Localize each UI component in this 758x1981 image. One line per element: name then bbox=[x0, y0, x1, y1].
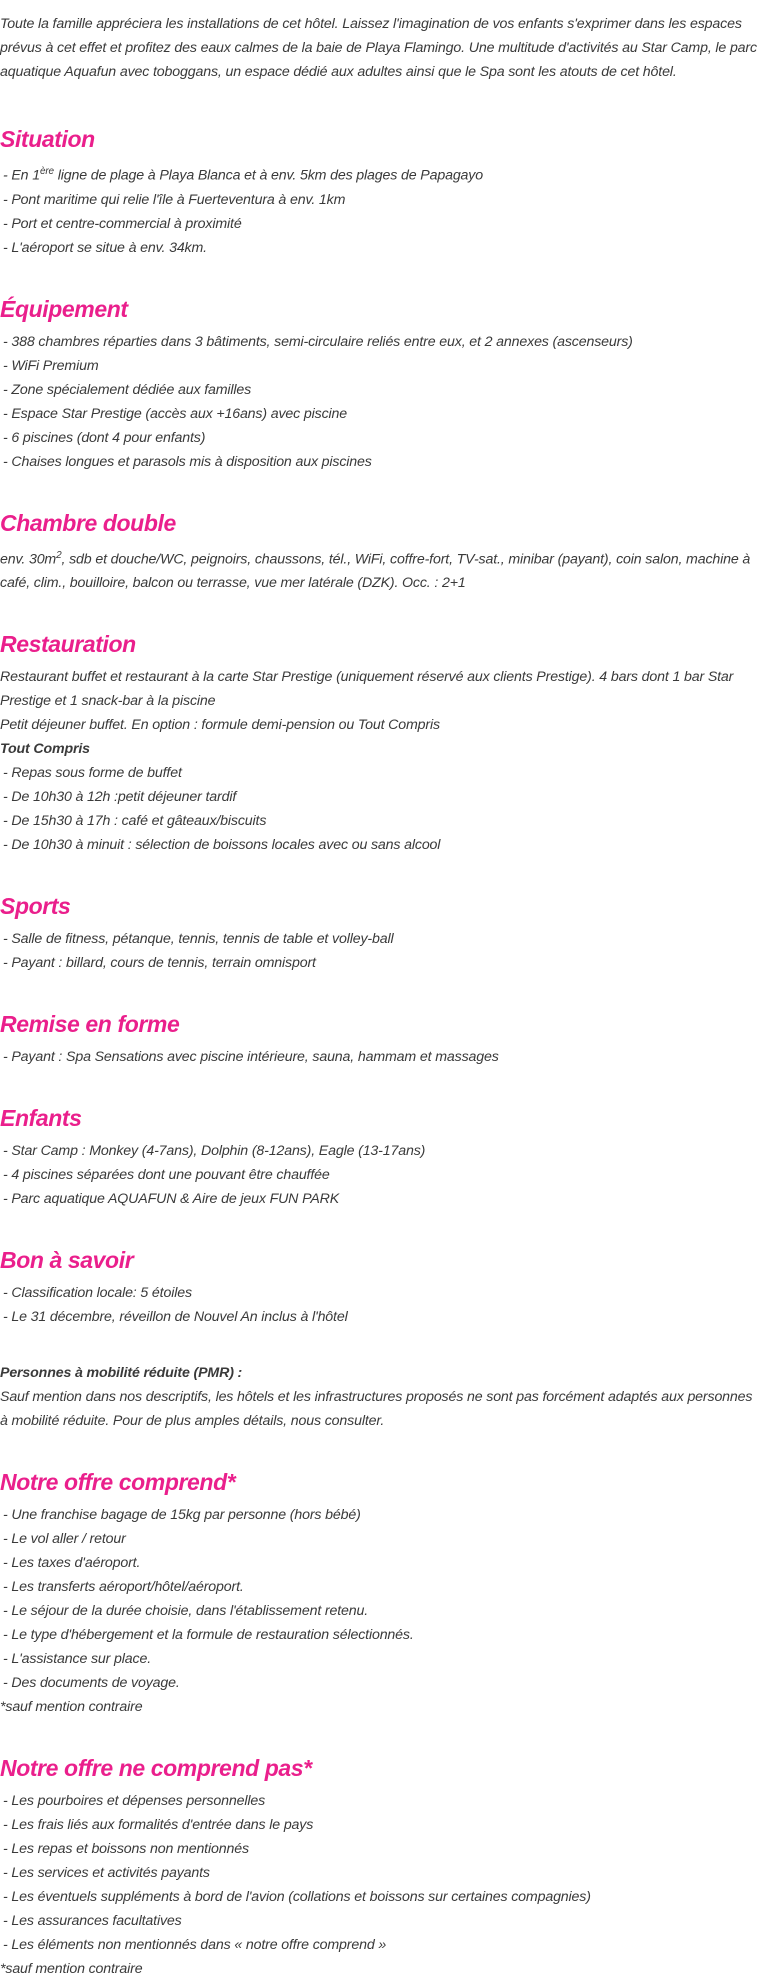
list-item: - Pont maritime qui relie l'île à Fuerteventura à env. 1km bbox=[3, 191, 346, 208]
list-item: - Les assurances facultatives bbox=[3, 1913, 182, 1930]
section-enfants bbox=[0, 1103, 758, 1211]
list-item: - Zone spécialement dédiée aux familles bbox=[3, 381, 252, 398]
list-item: - Port et centre-commercial à proximité bbox=[3, 215, 242, 232]
section-equipement bbox=[0, 294, 758, 474]
section-pmr bbox=[0, 1361, 758, 1433]
section-title: Équipement bbox=[0, 295, 128, 322]
section-bon-a-savoir bbox=[0, 1245, 758, 1329]
section-sports bbox=[0, 891, 758, 975]
list-item: - Espace Star Prestige (accès aux +16ans) avec piscine bbox=[3, 405, 348, 422]
superscript: 2 bbox=[56, 549, 62, 561]
list-item: - Salle de fitness, pétanque, tennis, tennis de table et volley-ball bbox=[3, 931, 394, 948]
list-item: - 4 piscines séparées dont une pouvant être chauffée bbox=[3, 1167, 330, 1184]
equipement-list bbox=[0, 330, 758, 474]
list-item: - De 10h30 à 12h :petit déjeuner tardif bbox=[3, 789, 237, 806]
section-situation bbox=[0, 124, 758, 260]
section-offre-comprend bbox=[0, 1467, 758, 1719]
situation-list bbox=[0, 160, 758, 260]
chambre-text: , sdb et douche/WC, peignoirs, chaussons, tél., WiFi, coffre-fort, TV-sat., minibar (payant), coin salon, machine à café, clim., bouilloire, balcon ou terrasse, vue mer latérale (DZK). Occ. : 2+1 bbox=[0, 551, 751, 592]
list-item: - Les frais liés aux formalités d'entrée dans le pays bbox=[3, 1817, 314, 1834]
section-remise-en-forme bbox=[0, 1009, 758, 1069]
list-item: - De 10h30 à minuit : sélection de boissons locales avec ou sans alcool bbox=[3, 837, 441, 854]
list-item: - Une franchise bagage de 15kg par personne (hors bébé) bbox=[3, 1507, 361, 1524]
footnote: *sauf mention contraire bbox=[0, 1961, 143, 1978]
list-item: - Payant : billard, cours de tennis, terrain omnisport bbox=[3, 955, 316, 972]
chambre-prefix: env. 30m bbox=[0, 551, 57, 568]
restauration-list bbox=[0, 761, 758, 857]
list-item: - Le séjour de la durée choisie, dans l'établissement retenu. bbox=[3, 1603, 369, 1620]
list-item: - Les repas et boissons non mentionnés bbox=[3, 1841, 249, 1858]
list-item: - WiFi Premium bbox=[3, 357, 99, 374]
comprend-list bbox=[0, 1503, 758, 1695]
section-chambre bbox=[0, 508, 758, 596]
restauration-paragraph-2: Petit déjeuner buffet. En option : formule demi-pension ou Tout Compris bbox=[0, 717, 440, 734]
pmr-label: Personnes à mobilité réduite (PMR) : bbox=[0, 1365, 243, 1382]
list-item: - Le type d'hébergement et la formule de restauration sélectionnés. bbox=[3, 1627, 414, 1644]
section-title: Sports bbox=[0, 893, 71, 920]
list-item: - Les pourboires et dépenses personnelles bbox=[3, 1793, 266, 1810]
restauration-paragraph: Restaurant buffet et restaurant à la carte Star Prestige (uniquement réservé aux clients Prestige). 4 bars dont 1 bar Star Prestige et 1 snack-bar à la piscine bbox=[0, 669, 734, 710]
ne-comprend-list bbox=[0, 1789, 758, 1957]
section-title: Notre offre ne comprend pas* bbox=[0, 1755, 312, 1782]
intro-paragraph: Toute la famille appréciera les installations de cet hôtel. Laissez l'imagination de vos enfants s'exprimer dans les espaces prévus à cet effet et profitez des eaux calmes de la baie de Playa Flamingo. Une multitude d'activités au Star Camp, le parc aquatique Aquafun avec toboggans, un espace dédié aux adultes ainsi que le Spa sont les atouts de cet hôtel. bbox=[0, 16, 757, 80]
list-item: - De 15h30 à 17h : café et gâteaux/biscuits bbox=[3, 813, 267, 830]
list-item: - Le 31 décembre, réveillon de Nouvel An inclus à l'hôtel bbox=[3, 1309, 348, 1326]
superscript: ère bbox=[39, 166, 54, 177]
list-item: - Les transferts aéroport/hôtel/aéroport. bbox=[3, 1579, 244, 1596]
section-title: Chambre double bbox=[0, 509, 176, 536]
footnote: *sauf mention contraire bbox=[0, 1699, 143, 1716]
chambre-paragraph bbox=[0, 544, 758, 596]
list-item: - Les taxes d'aéroport. bbox=[3, 1555, 141, 1572]
section-title: Bon à savoir bbox=[0, 1247, 134, 1274]
list-item: - Star Camp : Monkey (4-7ans), Dolphin (8-12ans), Eagle (13-17ans) bbox=[3, 1143, 426, 1160]
list-item: - Les services et activités payants bbox=[3, 1865, 210, 1882]
section-title: Notre offre comprend* bbox=[0, 1469, 236, 1496]
list-item: - L'assistance sur place. bbox=[3, 1651, 151, 1668]
list-item: - Les éventuels suppléments à bord de l'avion (collations et boissons sur certaines compagnies) bbox=[3, 1889, 591, 1906]
bon-list bbox=[0, 1281, 758, 1329]
list-item: - L'aéroport se situe à env. 34km. bbox=[3, 239, 207, 256]
section-title: Enfants bbox=[0, 1105, 82, 1132]
remise-list bbox=[0, 1045, 758, 1069]
list-item: - 388 chambres réparties dans 3 bâtiments, semi-circulaire reliés entre eux, et 2 annexes (ascenseurs) bbox=[3, 333, 633, 350]
sports-list bbox=[0, 927, 758, 975]
pmr-paragraph: Sauf mention dans nos descriptifs, les hôtels et les infrastructures proposés ne sont pas forcément adaptés aux personnes à mobilité réduite. Pour de plus amples détails, nous consulter. bbox=[0, 1389, 753, 1430]
tout-compris-label: Tout Compris bbox=[0, 741, 90, 758]
section-offre-ne-comprend-pas bbox=[0, 1753, 758, 1981]
section-title: Restauration bbox=[0, 631, 136, 658]
list-item bbox=[0, 160, 758, 188]
section-restauration bbox=[0, 629, 758, 857]
list-item: - Des documents de voyage. bbox=[3, 1675, 180, 1692]
list-item: - Payant : Spa Sensations avec piscine intérieure, sauna, hammam et massages bbox=[3, 1049, 499, 1066]
list-item: - Classification locale: 5 étoiles bbox=[3, 1285, 192, 1302]
section-title: Remise en forme bbox=[0, 1011, 180, 1038]
list-item: - Le vol aller / retour bbox=[3, 1531, 126, 1548]
list-item: - 6 piscines (dont 4 pour enfants) bbox=[3, 429, 206, 446]
list-item: - Les éléments non mentionnés dans « notre offre comprend » bbox=[3, 1937, 387, 1954]
enfants-list bbox=[0, 1139, 758, 1211]
list-item-prefix: - En 1 bbox=[3, 167, 40, 184]
list-item: - Parc aquatique AQUAFUN & Aire de jeux FUN PARK bbox=[3, 1191, 340, 1208]
list-item: - Repas sous forme de buffet bbox=[3, 765, 182, 782]
list-item-suffix: ligne de plage à Playa Blanca et à env. 5km des plages de Papagayo bbox=[53, 167, 483, 184]
section-title: Situation bbox=[0, 126, 95, 152]
list-item: - Chaises longues et parasols mis à disposition aux piscines bbox=[3, 453, 372, 470]
